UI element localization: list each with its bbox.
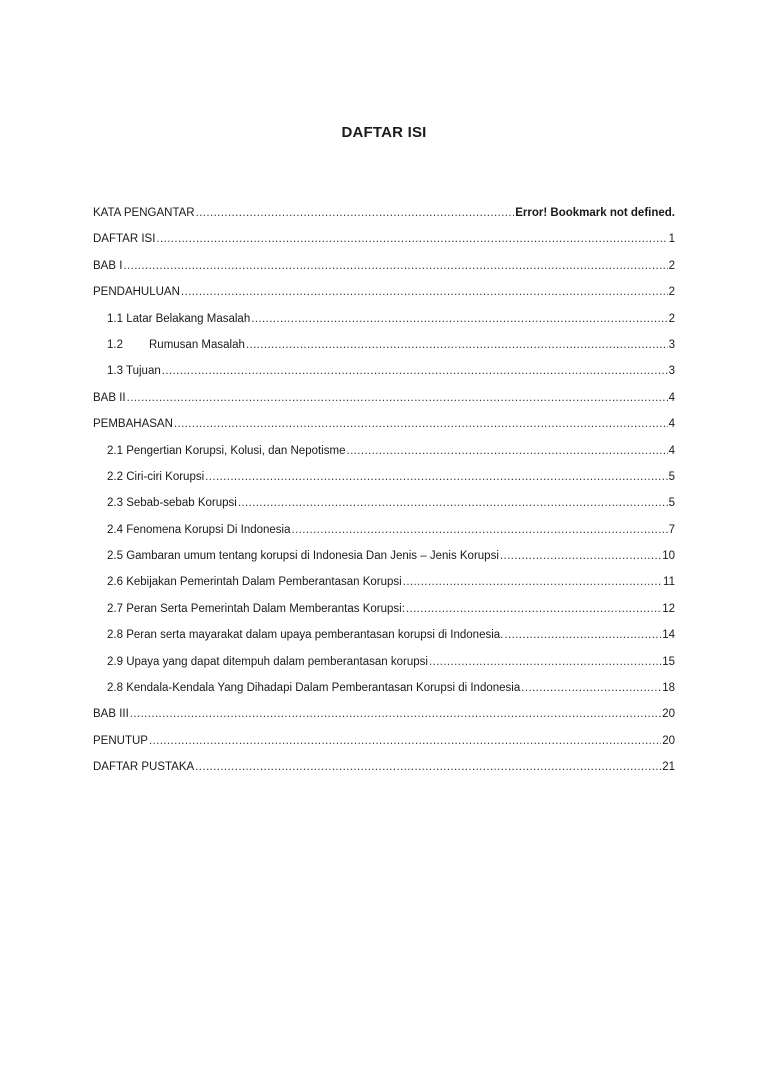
toc-entry	[93, 337, 675, 363]
toc-entry-page: 21	[662, 761, 675, 774]
toc-entry-text: Tujuan	[126, 365, 161, 378]
dot-leader	[127, 390, 668, 406]
toc-entry	[93, 416, 675, 442]
toc-entry-text: Upaya yang dapat ditempuh dalam pemberantasan korupsi	[126, 655, 428, 668]
toc-entry-page: 5	[668, 470, 675, 483]
toc-entry	[93, 469, 675, 495]
toc-entry-label	[107, 311, 250, 327]
toc-entry-label	[107, 680, 520, 696]
dot-leader	[156, 231, 667, 247]
dot-leader	[346, 443, 667, 459]
dot-leader	[238, 495, 668, 511]
toc-entry-page: 2	[668, 286, 675, 299]
toc-entry-text: PEMBAHASAN	[93, 418, 173, 431]
toc-entry-text: Rumusan Masalah	[149, 338, 245, 351]
toc-entry	[93, 390, 675, 416]
toc-entry-text: KATA PENGANTAR	[93, 207, 195, 219]
toc-entry-label	[107, 522, 291, 538]
dot-leader	[251, 311, 667, 327]
toc-entry-text: Peran serta mayarakat dalam upaya pemberantasan korupsi di Indonesia.	[126, 629, 504, 642]
toc-entry	[93, 680, 675, 706]
toc-entry	[93, 706, 675, 732]
toc-entry	[93, 733, 675, 759]
dot-leader	[406, 601, 661, 617]
toc-entry-page: 2	[668, 259, 675, 272]
toc-entry-label	[93, 205, 195, 221]
dot-leader	[205, 469, 667, 485]
toc-entry-text: Sebab-sebab Korupsi	[126, 497, 237, 510]
dot-leader	[174, 416, 668, 432]
page-title: DAFTAR ISI	[341, 124, 427, 141]
toc-entry-number: 2.1	[107, 444, 123, 457]
toc-entry-label	[107, 443, 345, 459]
toc-entry-label	[107, 363, 161, 379]
toc-entry-page: 4	[668, 444, 675, 457]
dot-leader	[429, 654, 661, 670]
toc-entry	[93, 654, 675, 680]
toc-entry-label	[93, 706, 129, 722]
toc-entry-text: Gambaran umum tentang korupsi di Indonesia Dan Jenis – Jenis Korupsi	[126, 550, 499, 563]
dot-leader	[162, 363, 668, 379]
toc-entry	[93, 443, 675, 469]
toc-entry-label	[107, 548, 499, 564]
toc-entry	[93, 601, 675, 627]
toc-entry-number: 2.9	[107, 655, 123, 668]
toc-entry-text: Kendala-Kendala Yang Dihadapi Dalam Pemberantasan Korupsi di Indonesia	[126, 682, 521, 695]
dot-leader	[123, 258, 667, 274]
toc-entry-label	[107, 337, 245, 353]
toc-entry	[93, 311, 675, 337]
toc-entry-page: 10	[662, 550, 675, 563]
dot-leader	[403, 574, 662, 590]
toc-entry	[93, 258, 675, 284]
toc-entry	[93, 522, 675, 548]
toc-entry-text: BAB III	[93, 708, 129, 721]
toc-entry-label	[107, 627, 503, 643]
toc-entry-page: 3	[668, 365, 675, 378]
toc-entry-text: Ciri-ciri Korupsi	[126, 470, 205, 483]
dot-leader	[195, 759, 661, 775]
toc-entry-page: 15	[662, 655, 675, 668]
toc-entry-text: Kebijakan Pemerintah Dalam Pemberantasan Korupsi	[126, 576, 402, 589]
toc-entry-number: 1.3	[107, 365, 123, 378]
toc-entry-page: 4	[668, 391, 675, 404]
toc-entry-page: 7	[668, 523, 675, 536]
toc-entry-text: PENDAHULUAN	[93, 286, 180, 299]
toc-entry-label	[93, 390, 126, 406]
toc-entry-text: Pengertian Korupsi, Kolusi, dan Nepotisme	[126, 444, 346, 457]
toc-entry-label	[93, 416, 173, 432]
toc-entry	[93, 495, 675, 521]
toc-entry-number: 2.5	[107, 550, 123, 563]
toc-entry-number: 2.4	[107, 523, 123, 536]
toc-entry-label	[107, 574, 402, 590]
toc-entry-page: 18	[662, 682, 675, 695]
toc-entry-number: 2.2	[107, 470, 123, 483]
toc-entry-label	[93, 258, 122, 274]
toc-entry-text: BAB II	[93, 391, 126, 404]
dot-leader	[521, 680, 661, 696]
dot-leader	[181, 284, 668, 300]
toc-entry	[93, 574, 675, 600]
toc-entry	[93, 284, 675, 310]
toc-entry-page: 1	[668, 233, 675, 246]
toc-entry-page: 3	[668, 338, 675, 351]
toc-entry-label	[107, 601, 405, 617]
toc-entry-text: PENUTUP	[93, 734, 148, 747]
toc-entry-label	[93, 733, 148, 749]
toc-entry-label	[93, 284, 180, 300]
toc-entry-text: Latar Belakang Masalah	[126, 312, 251, 325]
toc-entry-page: Error! Bookmark not defined.	[515, 207, 675, 219]
toc-entry-number: 2.3	[107, 497, 123, 510]
toc-entry	[93, 627, 675, 653]
dot-leader	[504, 627, 661, 643]
toc-entry-text: Fenomena Korupsi Di Indonesia	[126, 523, 291, 536]
toc-entry-page: 11	[663, 576, 675, 589]
toc-entry-number: 1.2	[107, 338, 123, 351]
toc-entry-label	[107, 654, 428, 670]
toc-entry-text: BAB I	[93, 259, 123, 272]
toc-entry-page: 5	[668, 497, 675, 510]
toc-entry	[93, 548, 675, 574]
toc-entry	[93, 363, 675, 389]
toc-entry-text: DAFTAR ISI	[93, 233, 156, 246]
toc-entry-number: 2.8	[107, 629, 123, 642]
toc-entry-page: 20	[662, 734, 675, 747]
toc-entry-label	[93, 231, 155, 247]
toc-entry-page: 20	[662, 708, 675, 721]
toc-entry	[93, 205, 675, 231]
toc-entry-page: 12	[662, 602, 675, 615]
dot-leader	[149, 733, 661, 749]
toc-entry	[93, 231, 675, 257]
toc-entry-text: Peran Serta Pemerintah Dalam Memberantas Korupsi:	[126, 602, 405, 615]
table-of-contents	[93, 205, 675, 786]
dot-leader	[500, 548, 661, 564]
toc-entry-label	[93, 759, 194, 775]
toc-entry-page: 2	[668, 312, 675, 325]
toc-entry-number: 1.1	[107, 312, 123, 325]
toc-entry-label	[107, 495, 237, 511]
toc-entry-number: 2.7	[107, 602, 123, 615]
toc-entry-number: 2.6	[107, 576, 123, 589]
dot-leader	[130, 706, 661, 722]
toc-entry-label	[107, 469, 204, 485]
dot-leader	[292, 522, 668, 538]
toc-entry	[93, 759, 675, 785]
dot-leader	[246, 337, 668, 353]
toc-entry-text: DAFTAR PUSTAKA	[93, 761, 195, 774]
dot-leader	[196, 205, 515, 221]
toc-entry-page: 4	[668, 418, 675, 431]
toc-entry-number: 2.8	[107, 682, 123, 695]
toc-entry-page: 14	[662, 629, 675, 642]
